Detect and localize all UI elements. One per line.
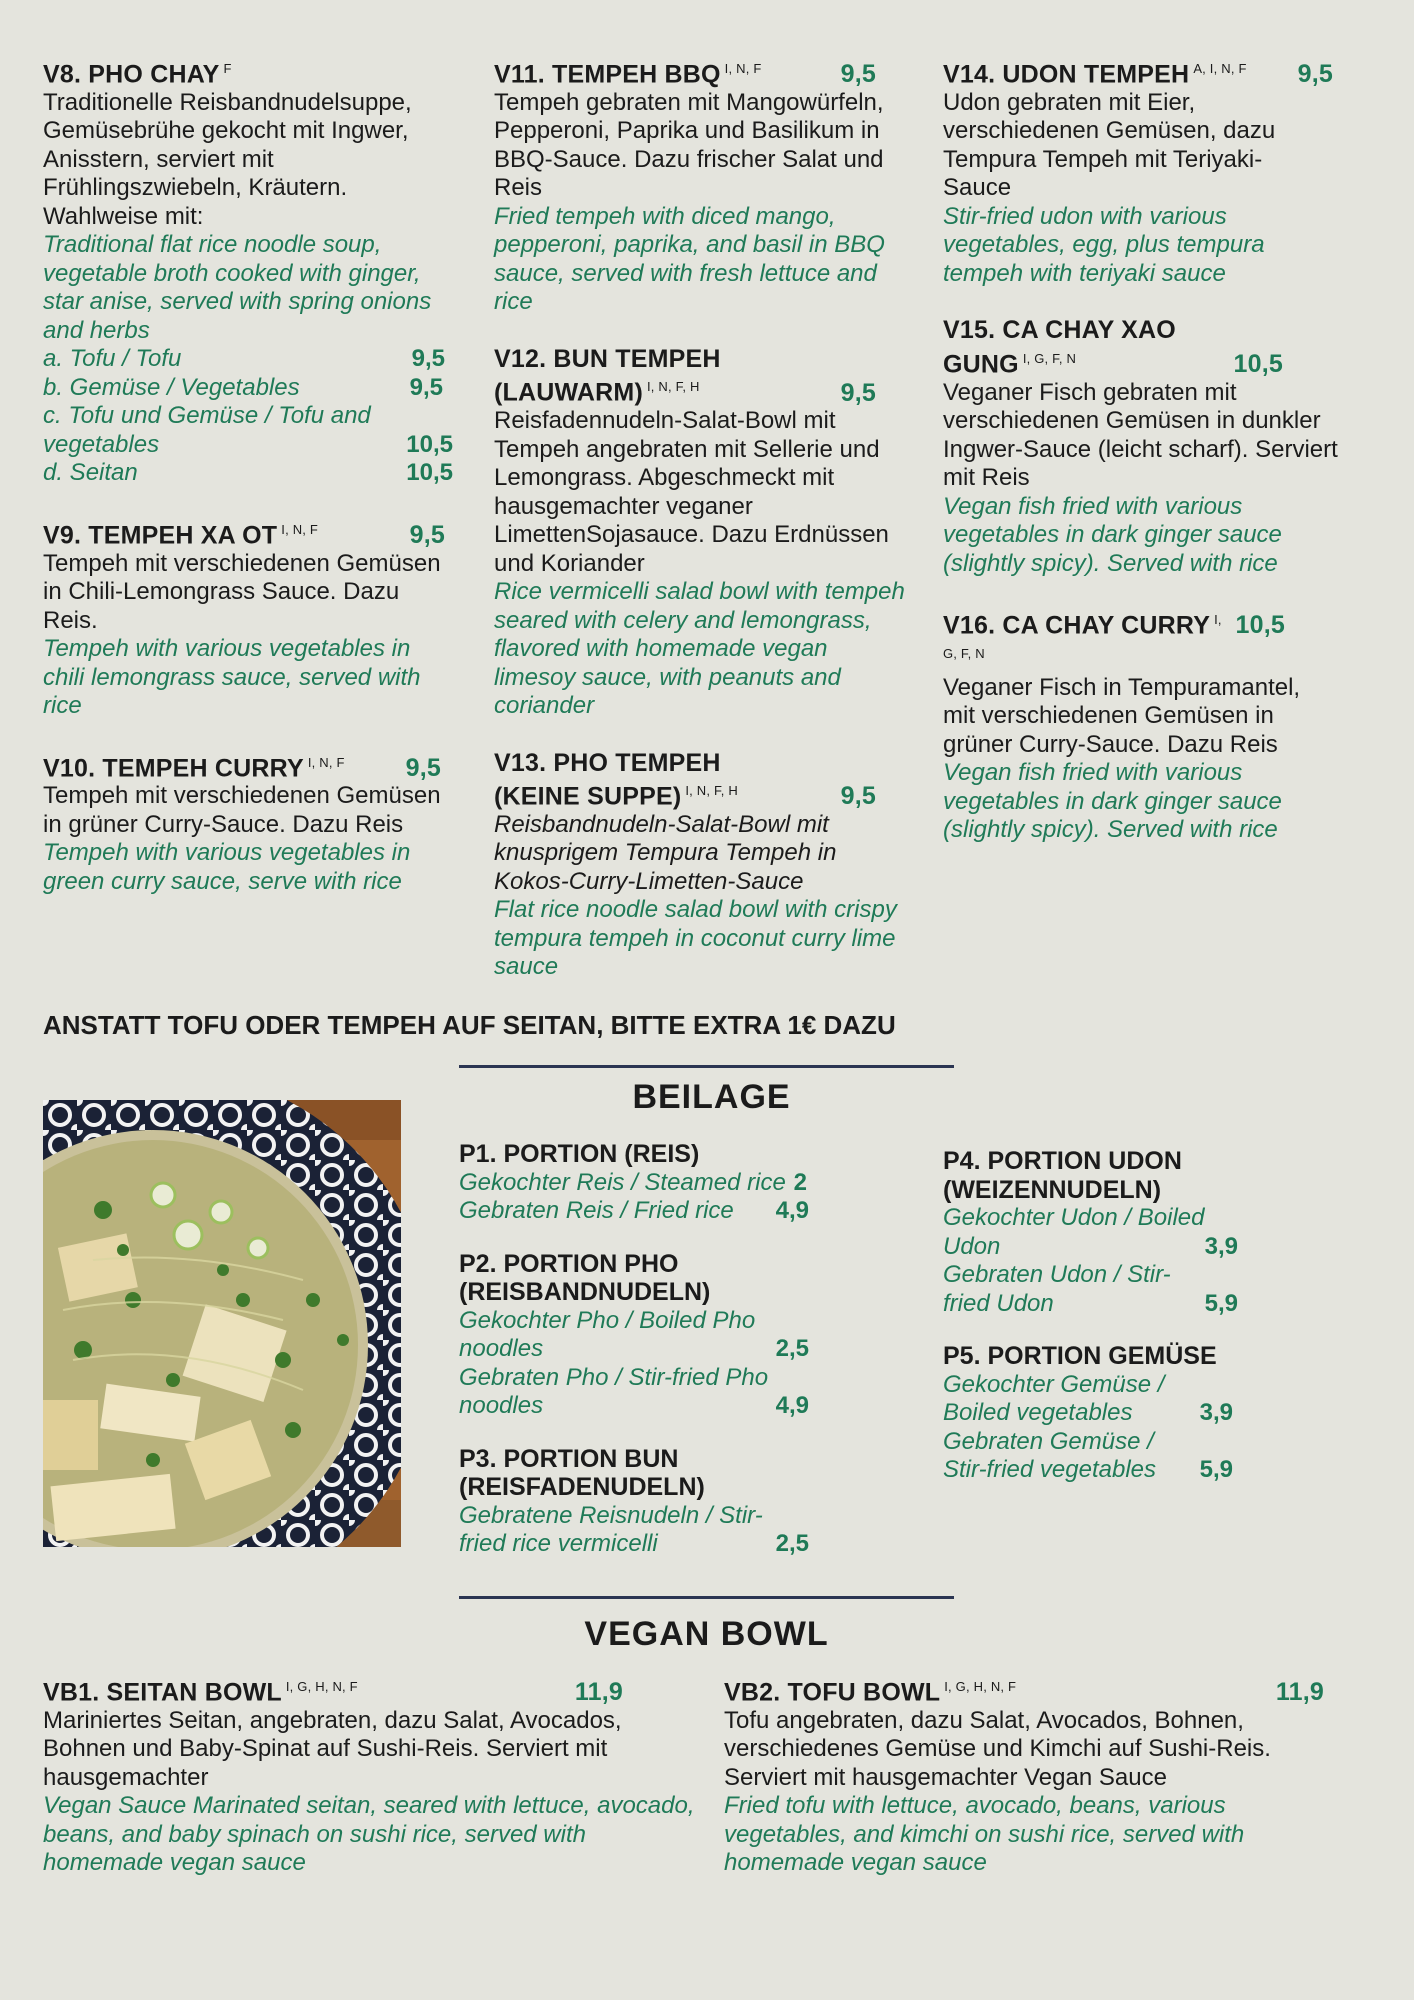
section-divider bbox=[459, 1065, 954, 1068]
item-price: 9,5 bbox=[840, 378, 876, 407]
side-item-title: P2. PORTION PHO (REISBANDNUDELN) bbox=[459, 1249, 711, 1306]
allergen-codes: I, N, F, H bbox=[685, 783, 738, 799]
pho-bowl-photo bbox=[43, 1100, 401, 1547]
bowl-item-vb2 bbox=[724, 1673, 1354, 1878]
menu-item-v15 bbox=[943, 316, 1363, 578]
item-price: 9,5 bbox=[840, 782, 876, 811]
side-item-p4 bbox=[943, 1147, 1313, 1318]
side-row bbox=[943, 1371, 1313, 1428]
side-label: Gebraten Gemüse / Stir-fried vegetables bbox=[943, 1427, 1156, 1483]
item-name: V16. CA CHAY CURRY bbox=[943, 611, 1211, 640]
section-divider bbox=[459, 1596, 954, 1599]
item-name: V9. TEMPEH XA OT bbox=[43, 521, 278, 550]
bowl-item-vb1 bbox=[43, 1673, 703, 1878]
item-price: 10,5 bbox=[1235, 611, 1285, 640]
item-price: 9,5 bbox=[405, 753, 441, 782]
side-row bbox=[459, 1197, 869, 1226]
side-row bbox=[943, 1261, 1313, 1318]
item-description-en: Rice vermicelli salad bowl with tempeh seared with celery and lemongrass, flavored with homemade vegan limesoy sauce, with peanuts and coriander bbox=[494, 578, 905, 720]
menu-item-v16 bbox=[943, 606, 1363, 845]
side-row bbox=[459, 1364, 869, 1421]
side-price: 2,5 bbox=[775, 1335, 809, 1362]
menu-item-v14 bbox=[943, 55, 1363, 288]
side-price: 2 bbox=[793, 1168, 807, 1196]
beilage-right bbox=[943, 1147, 1313, 1509]
menu-item-v11 bbox=[494, 55, 914, 317]
item-description-de: Tempeh gebraten mit Mangowürfeln, Pepperoni, Paprika und Basilikum in BBQ-Sauce. Dazu frischer Salat und Reis bbox=[494, 88, 884, 202]
item-price: 9,5 bbox=[1297, 60, 1333, 89]
item-name: VB1. SEITAN BOWL bbox=[43, 1678, 282, 1707]
option-row bbox=[43, 459, 453, 488]
option-price: 9,5 bbox=[409, 373, 443, 401]
item-header bbox=[43, 1673, 703, 1707]
item-description-en: Tempeh with various vegetables in chili lemongrass sauce, served with rice bbox=[43, 635, 421, 720]
side-label: Gekochter Pho / Boiled Pho noodles bbox=[459, 1306, 756, 1362]
side-price: 3,9 bbox=[1204, 1232, 1238, 1260]
option-price: 9,5 bbox=[411, 345, 445, 373]
seitan-surcharge-note: ANSTATT TOFU ODER TEMPEH AUF SEITAN, BITTE EXTRA 1€ DAZU bbox=[43, 1010, 896, 1040]
item-header bbox=[43, 516, 453, 550]
side-price: 3,9 bbox=[1199, 1399, 1233, 1426]
side-row bbox=[459, 1307, 869, 1364]
allergen-codes: I, G, F, N bbox=[943, 612, 1222, 661]
item-description-de: Reisbandnudeln-Salat-Bowl mit knusprigem Tempura Tempeh in Kokos-Curry-Limetten-Sauce bbox=[494, 810, 837, 895]
side-item-title: P4. PORTION UDON (WEIZENNUDELN) bbox=[943, 1147, 1182, 1204]
item-header bbox=[494, 55, 914, 89]
item-description-en: Tempeh with various vegetables in green curry sauce, serve with rice bbox=[43, 839, 411, 895]
menu-item-v13 bbox=[494, 749, 914, 982]
item-price: 11,9 bbox=[1275, 1678, 1324, 1707]
side-price: 4,9 bbox=[775, 1197, 809, 1224]
side-label: Gekochter Gemüse / Boiled vegetables bbox=[943, 1370, 1165, 1426]
menu-item-v8 bbox=[43, 55, 453, 488]
item-description-en: Vegan Sauce Marinated seitan, seared with lettuce, avocado, beans, and baby spinach on sushi rice, served with homemade vegan sauce bbox=[43, 1792, 695, 1877]
item-description-en: Flat rice noodle salad bowl with crispy tempura tempeh in coconut curry lime sauce bbox=[494, 896, 897, 981]
allergen-codes: I, N, F, H bbox=[646, 379, 700, 395]
side-label: Gebratene Reisnudeln / Stir-fried rice vermicelli bbox=[459, 1501, 763, 1557]
side-label: Gebraten Reis / Fried rice bbox=[459, 1197, 734, 1224]
item-header bbox=[43, 55, 453, 89]
side-item-p2 bbox=[459, 1250, 869, 1421]
side-price: 4,9 bbox=[775, 1392, 809, 1419]
item-name: V8. PHO CHAY bbox=[43, 60, 220, 89]
menu-column-2 bbox=[494, 55, 914, 1010]
side-price: 5,9 bbox=[1204, 1289, 1238, 1317]
item-description-de: Tempeh mit verschiedenen Gemüsen in Chili-Lemongrass Sauce. Dazu Reis. bbox=[43, 549, 441, 634]
allergen-codes: I, G, H, N, F bbox=[944, 1679, 1017, 1694]
item-header bbox=[943, 55, 1363, 89]
beilage-left bbox=[459, 1140, 869, 1583]
item-description-en: Fried tofu with lettuce, avocado, beans, various vegetables, and kimchi on sushi rice, served with homemade vegan sauce bbox=[724, 1792, 1245, 1877]
allergen-codes: I, N, F bbox=[281, 521, 319, 537]
item-name: V12. BUN TEMPEH (LAUWARM) bbox=[494, 344, 721, 407]
allergen-codes: I, G, H, N, F bbox=[285, 1679, 358, 1694]
option-row bbox=[43, 402, 453, 459]
item-name: V13. PHO TEMPEH (KEINE SUPPE) bbox=[494, 748, 721, 811]
allergen-codes: I, G, F, N bbox=[1022, 350, 1077, 366]
pho-bowl-image bbox=[43, 1100, 401, 1547]
menu-column-3 bbox=[943, 55, 1363, 873]
option-label: a. Tofu / Tofu bbox=[43, 345, 182, 373]
side-label: Gebraten Udon / Stir-fried Udon bbox=[943, 1261, 1171, 1317]
menu-item-v12 bbox=[494, 345, 914, 721]
menu-column-1 bbox=[43, 55, 453, 924]
side-label: Gekochter Reis / Steamed rice bbox=[459, 1168, 786, 1196]
allergen-codes: F bbox=[223, 61, 232, 76]
option-price: 10,5 bbox=[406, 459, 453, 487]
item-description-de: Tofu angebraten, dazu Salat, Avocados, Bohnen, verschiedenes Gemüse und Kimchi auf Sushi-Reis. Serviert mit hausgemachter Vegan Sauce bbox=[724, 1706, 1271, 1791]
item-description-de: Tempeh mit verschiedenen Gemüsen in grüner Curry-Sauce. Dazu Reis bbox=[43, 782, 441, 838]
item-description-en: Traditional flat rice noodle soup, vegetable broth cooked with ginger, star anise, served with spring onions and herbs bbox=[43, 231, 432, 344]
side-item-p1 bbox=[459, 1140, 869, 1226]
section-title-beilage: BEILAGE bbox=[632, 1078, 791, 1116]
item-description-de: Traditionelle Reisbandnudelsuppe, Gemüsebrühe gekocht mit Ingwer, Anisstern, serviert mit Frühlingszwiebeln, Kräutern. Wahlweise mit: bbox=[43, 88, 412, 230]
item-description-de: Veganer Fisch gebraten mit verschiedenen Gemüsen in dunkler Ingwer-Sauce (leicht scharf). Serviert mit Reis bbox=[943, 378, 1338, 492]
option-row bbox=[43, 345, 453, 374]
side-item-title: P5. PORTION GEMÜSE bbox=[943, 1342, 1217, 1370]
side-item-p3 bbox=[459, 1445, 869, 1559]
item-name: VB2. TOFU BOWL bbox=[724, 1678, 941, 1707]
option-label: b. Gemüse / Vegetables bbox=[43, 373, 300, 401]
item-description-de: Mariniertes Seitan, angebraten, dazu Salat, Avocados, Bohnen und Baby-Spinat auf Sushi-Reis. Serviert mit hausgemachter bbox=[43, 1706, 622, 1791]
item-name: V15. CA CHAY XAO GUNG bbox=[943, 316, 1176, 379]
side-label: Gekochter Udon / Boiled Udon bbox=[943, 1204, 1205, 1260]
item-description-de: Reisfadennudeln-Salat-Bowl mit Tempeh angebraten mit Sellerie und Lemongrass. Abgeschmeckt mit hausgemachter veganer LimettenSojasauce. Dazu Erdnüssen und Koriander bbox=[494, 407, 889, 577]
item-header bbox=[43, 749, 453, 783]
option-label: d. Seitan bbox=[43, 459, 138, 487]
side-price: 5,9 bbox=[1199, 1456, 1233, 1483]
side-row bbox=[943, 1204, 1313, 1261]
item-price: 10,5 bbox=[1233, 350, 1283, 379]
side-row bbox=[459, 1169, 869, 1198]
side-price: 2,5 bbox=[775, 1530, 809, 1557]
item-name: V14. UDON TEMPEH bbox=[943, 60, 1190, 89]
item-header bbox=[943, 606, 1363, 674]
side-item-title: P3. PORTION BUN (REISFADENUDELN) bbox=[459, 1444, 705, 1501]
allergen-codes: I, N, F bbox=[724, 61, 762, 76]
menu-item-v9 bbox=[43, 516, 453, 721]
item-price: 9,5 bbox=[409, 521, 445, 550]
option-label: c. Tofu und Gemüse / Tofu and vegetables bbox=[43, 402, 371, 458]
side-item-p5 bbox=[943, 1342, 1313, 1485]
allergen-codes: A, I, N, F bbox=[1193, 61, 1247, 76]
side-label: Gebraten Pho / Stir-fried Pho noodles bbox=[459, 1363, 769, 1419]
item-name: V11. TEMPEH BBQ bbox=[494, 60, 721, 89]
item-header bbox=[494, 749, 914, 811]
item-description-en: Stir-fried udon with various vegetables, egg, plus tempura tempeh with teriyaki sauce bbox=[943, 202, 1265, 287]
item-header bbox=[494, 345, 914, 407]
side-row bbox=[459, 1502, 869, 1559]
item-description-en: Vegan fish fried with various vegetables in dark ginger sauce (slightly spicy). Served with rice bbox=[943, 759, 1282, 844]
item-header bbox=[724, 1673, 1354, 1707]
item-description-en: Fried tempeh with diced mango, pepperoni, paprika, and basil in BBQ sauce, served with fresh lettuce and rice bbox=[494, 202, 885, 316]
menu-item-v10 bbox=[43, 749, 453, 897]
item-description-de: Udon gebraten mit Eier, verschiedenen Gemüsen, dazu Tempura Tempeh mit Teriyaki-Sauce bbox=[943, 88, 1276, 202]
item-price: 11,9 bbox=[574, 1678, 623, 1707]
item-description-en: Vegan fish fried with various vegetables in dark ginger sauce (slightly spicy). Served with rice bbox=[943, 492, 1282, 577]
option-price: 10,5 bbox=[406, 430, 453, 458]
section-title-vegan-bowl: VEGAN BOWL bbox=[584, 1615, 829, 1653]
item-description-de: Veganer Fisch in Tempuramantel, mit verschiedenen Gemüsen in grüner Curry-Sauce. Dazu Reis bbox=[943, 673, 1301, 758]
item-price: 9,5 bbox=[840, 60, 876, 89]
side-row bbox=[943, 1428, 1313, 1485]
item-header bbox=[943, 316, 1363, 378]
allergen-codes: I, N, F bbox=[307, 754, 345, 770]
option-row bbox=[43, 374, 453, 403]
side-item-title: P1. PORTION (REIS) bbox=[459, 1140, 700, 1168]
item-name: V10. TEMPEH CURRY bbox=[43, 753, 304, 782]
